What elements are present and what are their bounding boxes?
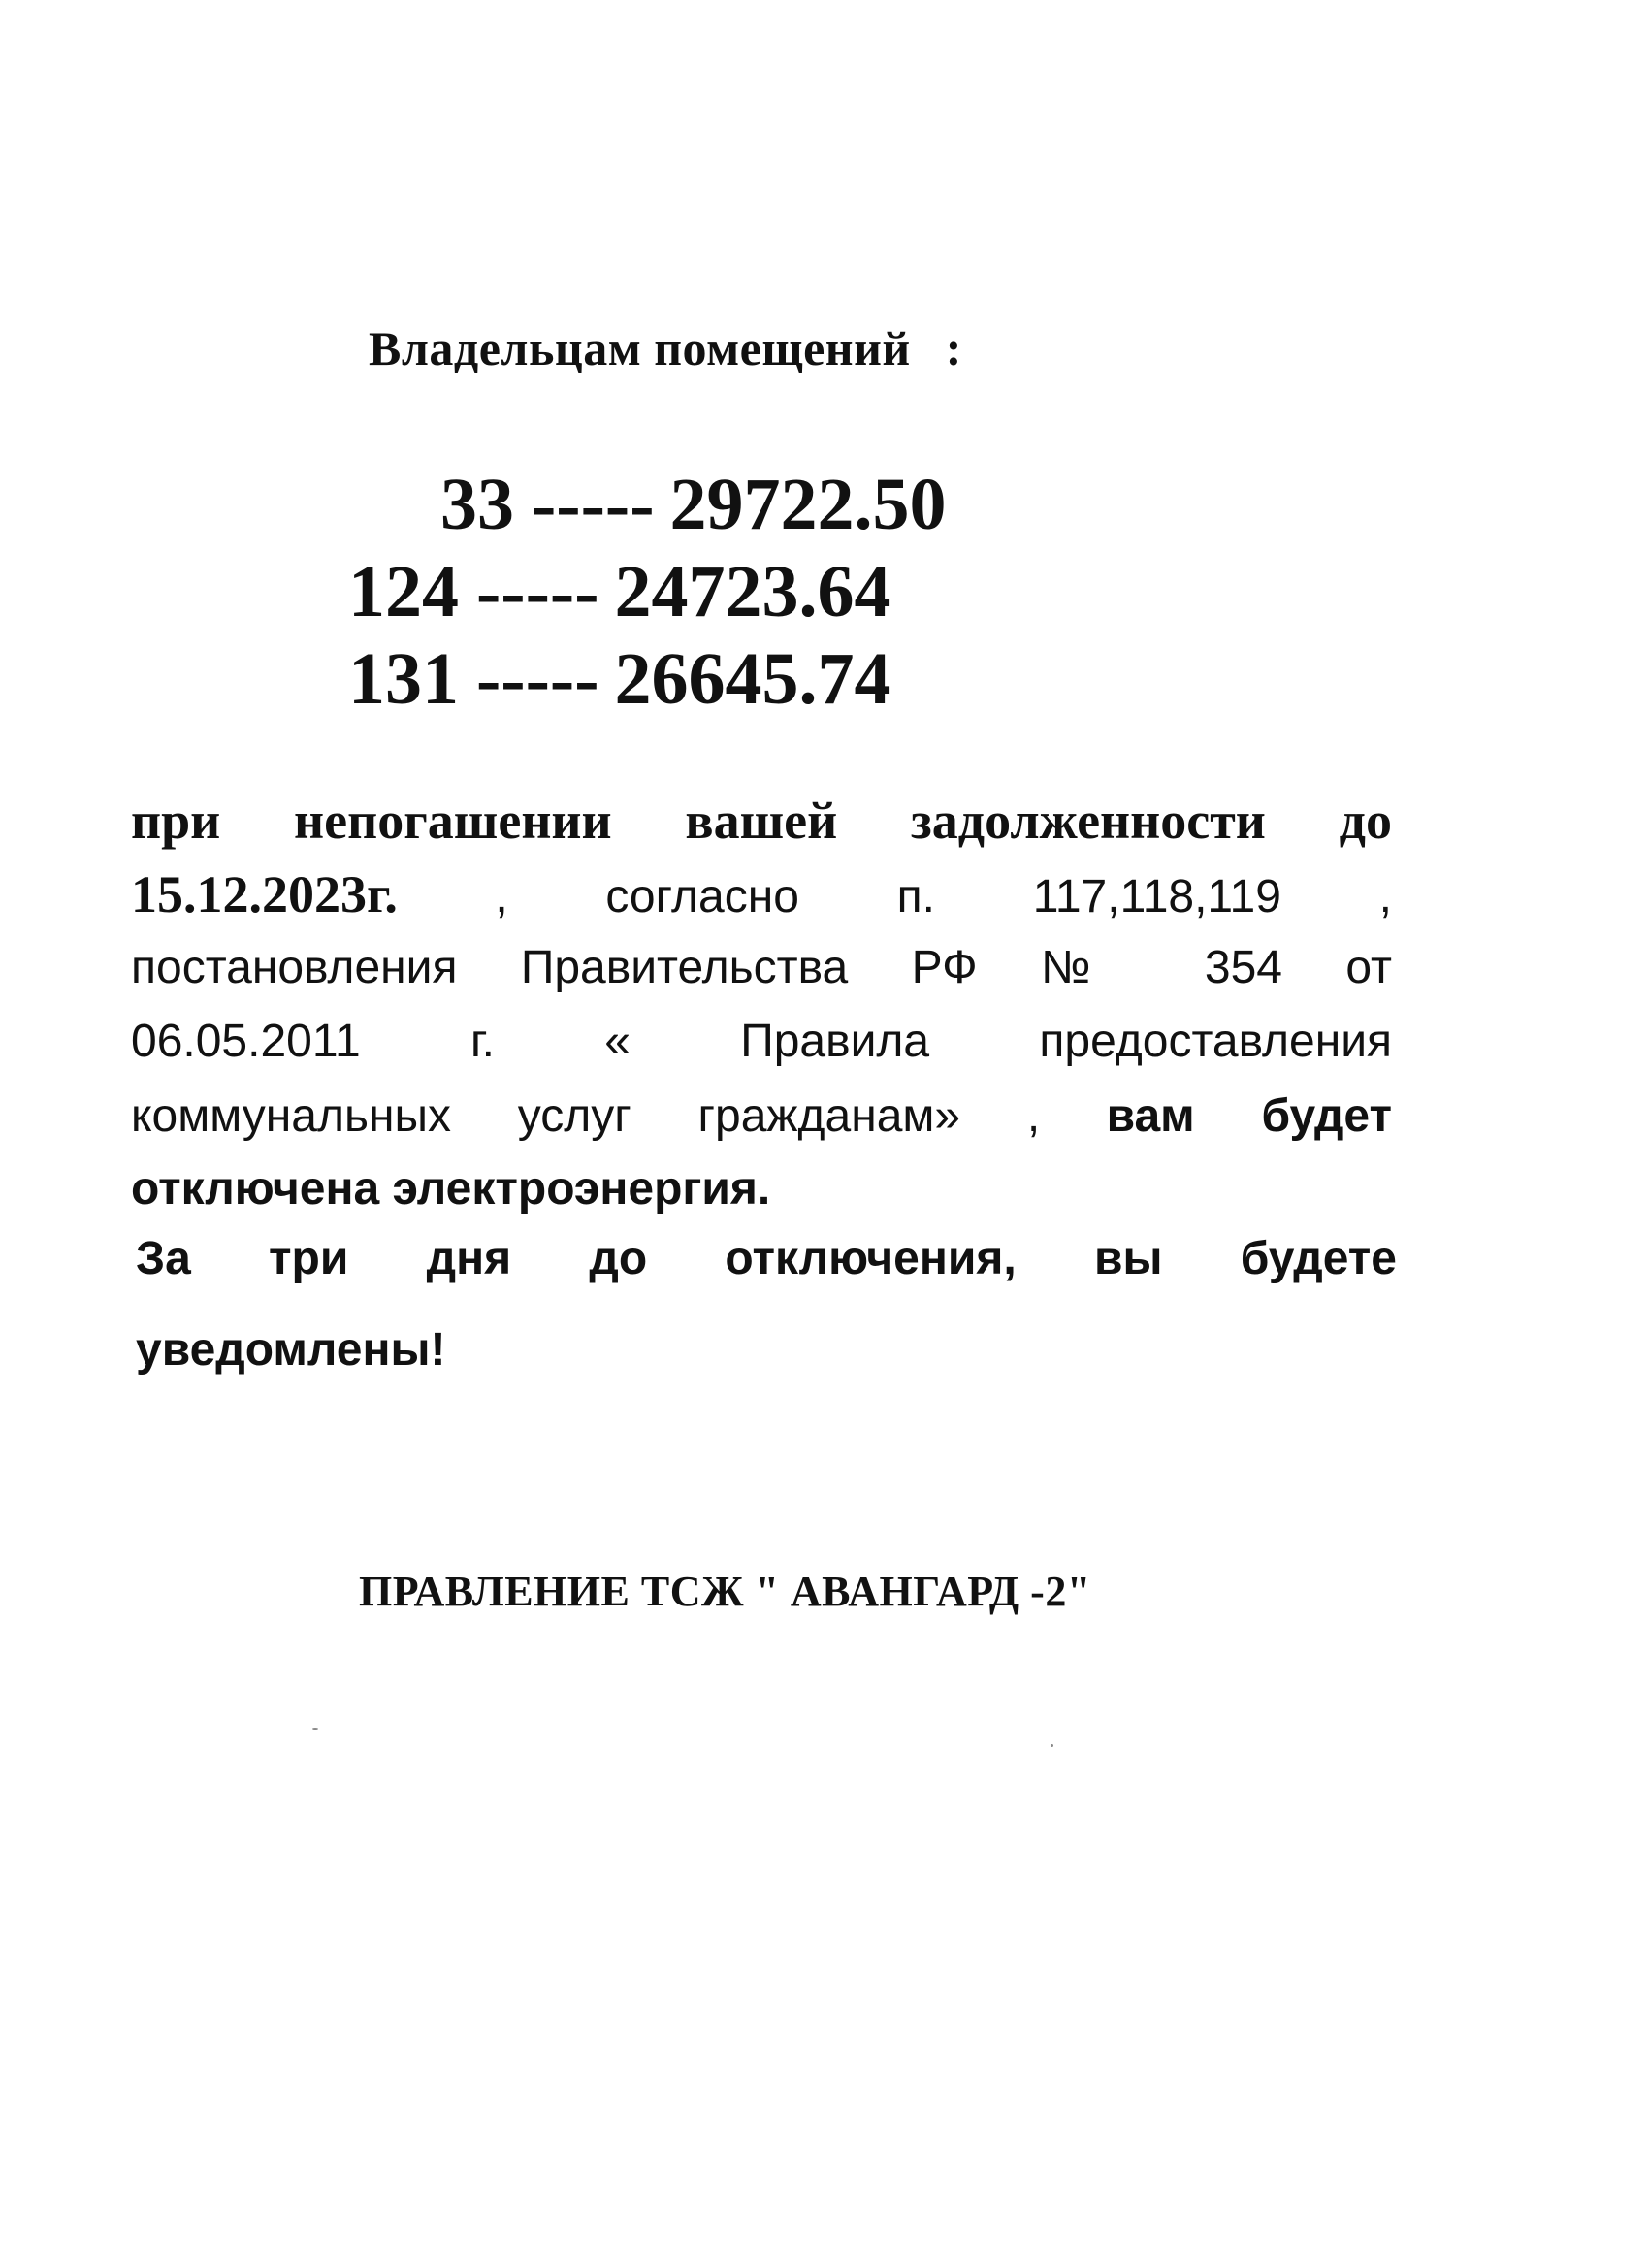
- debt-row: [313, 548, 891, 635]
- debt-amount: 24723.64: [614, 551, 891, 632]
- debt-row: [349, 461, 947, 548]
- heading: [369, 320, 962, 376]
- warning-paragraph: [136, 1230, 1397, 1379]
- notice-line-5: [131, 1079, 1392, 1152]
- apartment-number: 131: [348, 638, 459, 720]
- heading-colon: :: [945, 321, 962, 375]
- debt-amount: 29722.50: [669, 464, 947, 545]
- deadline-date: 15.12.2023г.: [131, 865, 398, 923]
- warning-line-2: уведомлены!: [136, 1324, 446, 1376]
- signature: ПРАВЛЕНИЕ ТСЖ " АВАНГАРД -2": [359, 1568, 1091, 1615]
- notice-clause: , согласно п. 117,118,119 ,: [495, 871, 1392, 923]
- apartment-number: 124: [348, 551, 459, 632]
- notice-line-1: при непогашении вашей задолженности до: [131, 792, 1392, 850]
- notice-line-5-bold: вам будет: [1106, 1090, 1392, 1142]
- scan-speck: [1051, 1744, 1053, 1747]
- notice-line-2: [131, 858, 1392, 931]
- debt-dash: -----: [476, 638, 599, 720]
- notice-line-5-plain: коммунальных услуг гражданам» ,: [131, 1090, 1041, 1142]
- notice-paragraph: [131, 784, 1392, 1226]
- warning-line-1: За три дня до отключения, вы будете: [136, 1233, 1397, 1284]
- debt-row: [318, 635, 891, 723]
- heading-text: Владельцам помещений: [369, 321, 911, 375]
- notice-line-3: постановления Правительства РФ № 354 от: [131, 942, 1392, 993]
- notice-line-4: 06.05.2011 г. « Правила предоставления: [131, 1016, 1392, 1067]
- scan-speck: [312, 1728, 318, 1730]
- debt-amount: 26645.74: [614, 638, 891, 720]
- notice-line-6: отключена электроэнергия.: [131, 1163, 771, 1215]
- apartment-number: 33: [440, 464, 514, 545]
- debt-dash: -----: [476, 551, 599, 632]
- debt-dash: -----: [532, 464, 655, 545]
